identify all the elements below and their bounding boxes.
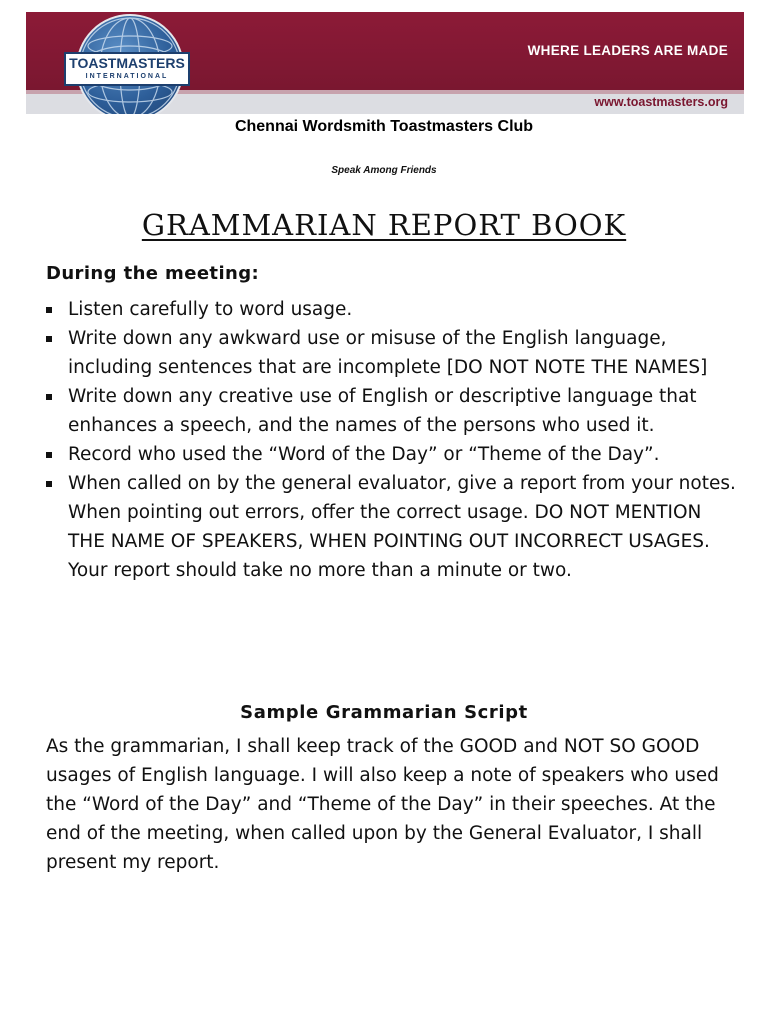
website-url: www.toastmasters.org	[594, 95, 728, 109]
club-name: Chennai Wordsmith Toastmasters Club	[234, 118, 534, 135]
list-item: When called on by the general evaluator, give a report from your notes. When pointing out errors, offer the correct usage. DO NOT MENTION THE NAME OF SPEAKERS, WHEN POINTING OUT INCORRECT USAGES. Your report should take no more than a minute or two.	[46, 469, 736, 585]
sample-script-heading: Sample Grammarian Script	[240, 702, 528, 723]
banner-tagline: WHERE LEADERS ARE MADE	[527, 43, 728, 58]
document-title: GRAMMARIAN REPORT BOOK	[141, 208, 627, 242]
sample-script-text: As the grammarian, I shall keep track of the GOOD and NOT SO GOOD usages of English language. I will also keep a note of speakers who used the “Word of the Day” and “Theme of the Day” in their speeches. At the end of the meeting, when called upon by the General Evaluator, I shall present my report.	[46, 736, 719, 873]
meeting-checklist	[46, 295, 736, 585]
club-tagline: Speak Among Friends	[331, 165, 437, 176]
list-item: Record who used the “Word of the Day” or “Theme of the Day”.	[46, 440, 736, 469]
list-item: Write down any creative use of English or descriptive language that enhances a speech, and the names of the persons who used it.	[46, 382, 736, 440]
logo-subtext: INTERNATIONAL	[85, 73, 169, 80]
logo-text: TOASTMASTERS	[69, 55, 185, 71]
list-item: Listen carefully to word usage.	[46, 295, 736, 324]
toastmasters-banner	[26, 12, 744, 114]
meeting-section-heading: During the meeting:	[46, 263, 260, 284]
list-item: Write down any awkward use or misuse of the English language, including sentences that are incomplete [DO NOT NOTE THE NAMES]	[46, 324, 736, 382]
toastmasters-logo	[64, 52, 190, 86]
